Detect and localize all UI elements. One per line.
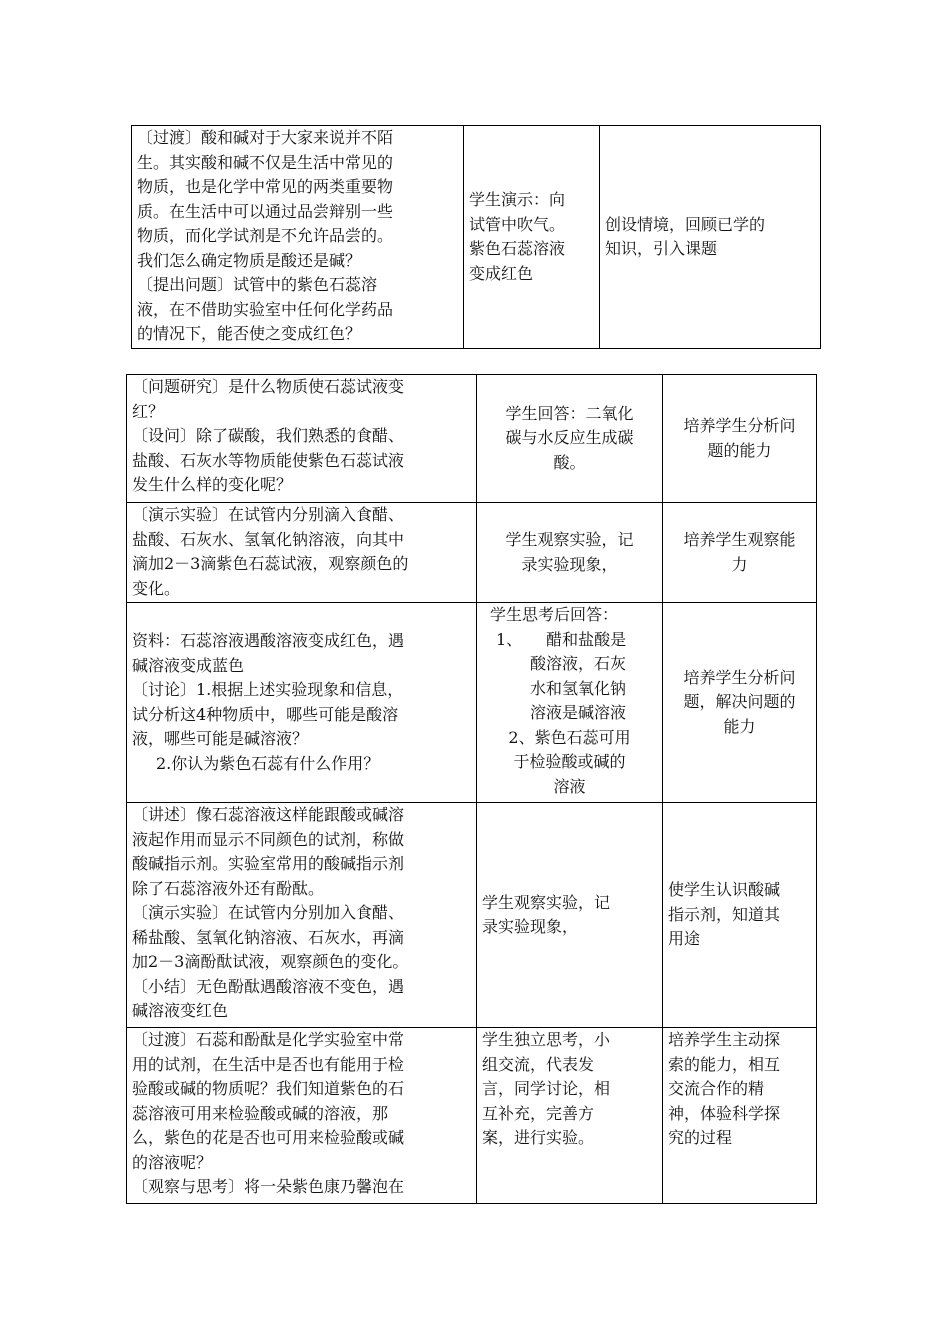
lesson-table-top: [131, 125, 821, 349]
student-activity-cell: [464, 126, 600, 349]
text-line: 稀盐酸、氢氧化钠溶液、石灰水，再滴: [132, 927, 405, 947]
text-line: 〔讲述〕像石蕊溶液这样能跟酸或碱溶: [132, 805, 405, 824]
text-line: 物质，而化学试剂是不允许品尝的。: [137, 226, 394, 245]
text-line: 么，紫色的花是否也可用来检验酸或碱: [132, 1128, 405, 1147]
text-line: 用的试剂，在生活中是否也有能用于检: [132, 1054, 405, 1074]
text-line: 学生演示：向: [469, 190, 566, 209]
answer-1-line: 酸溶液，石灰: [530, 654, 627, 673]
student-activity-cell: [477, 603, 663, 803]
text-line: 题，解决问题的: [683, 692, 796, 712]
student-activity-cell: [477, 375, 663, 503]
design-intent-cell: [663, 503, 817, 603]
text-line: 试管中吹气。: [469, 214, 566, 234]
design-intent-cell: [663, 1028, 817, 1204]
answer-2-line: 2、紫色石蕊可用: [508, 727, 631, 747]
text-line: 〔演示实验〕在试管内分别加入食醋、: [132, 903, 405, 922]
text-line: 互补充，完善方: [482, 1103, 595, 1123]
text-line: 〔小结〕无色酚酞遇酸溶液不变色，遇: [132, 976, 405, 996]
text-line: 质。在生活中可以通过品尝辩别一些: [137, 201, 394, 221]
text-line: 创设情境，回顾已学的: [605, 214, 766, 234]
text-line: 〔问题研究〕是什么物质使石蕊试液变: [132, 377, 405, 396]
text-line: 学生观察实验，记: [505, 530, 634, 549]
text-line: 盐酸、石灰水、氢氧化钠溶液，向其中: [132, 529, 405, 549]
text-line: 培养学生分析问: [683, 667, 796, 687]
text-line: 能力: [723, 716, 756, 736]
design-intent-cell: [663, 803, 817, 1028]
text-line: 指示剂，知道其: [668, 904, 781, 924]
text-line: 物质，也是化学中常见的两类重要物: [137, 177, 394, 196]
text-line: 培养学生分析问: [683, 416, 796, 435]
text-line: 力: [731, 554, 748, 574]
student-activity-cell: [477, 803, 663, 1028]
text-line: 案，进行实验。: [482, 1128, 595, 1147]
text-line: 液，哪些可能是碱溶液？: [132, 729, 309, 748]
text-line: 题的能力: [707, 440, 772, 460]
text-line: 培养学生观察能: [683, 530, 796, 549]
answer-1-line: 水和氢氧化钠: [530, 678, 627, 698]
text-line: 2.你认为紫色石蕊有什么作用？: [156, 753, 380, 773]
text-line: 用途: [668, 929, 701, 949]
text-line: 言，同学讨论，相: [482, 1079, 611, 1098]
teaching-content-cell: [132, 126, 464, 349]
text-line: 录实验现象，: [482, 917, 579, 936]
text-line: 变成红色: [469, 263, 534, 283]
text-line: 培养学生主动探: [668, 1030, 781, 1049]
design-intent-cell: [600, 126, 821, 349]
text-line: 学生思考后回答：: [490, 605, 619, 624]
text-line: 生。其实酸和碱不仅是生活中常见的: [137, 152, 394, 172]
text-line: 的溶液呢？: [132, 1152, 213, 1172]
answer-1-line: 1、 醋和盐酸是: [496, 629, 627, 649]
text-line: 滴加2－3滴紫色石蕊试液，观察颜色的: [132, 554, 409, 573]
text-line: 使学生认识酸碱: [668, 880, 781, 900]
table-row: [132, 126, 821, 349]
text-line: 录实验现象，: [521, 554, 618, 574]
text-line: 〔提出问题〕试管中的紫色石蕊溶: [137, 275, 378, 294]
text-line: 学生回答：二氧化: [505, 403, 634, 423]
teaching-content-cell: [127, 375, 477, 503]
text-line: 的情况下，能否使之变成红色？: [137, 324, 362, 343]
text-line: 我们怎么确定物质是酸还是碱？: [137, 250, 362, 270]
teaching-content-cell: [127, 803, 477, 1028]
text-line: 〔过渡〕石蕊和酚酞是化学实验室中常: [132, 1030, 405, 1049]
text-line: 神，体验科学探: [668, 1103, 781, 1123]
text-line: 碱溶液变成蓝色: [132, 655, 245, 675]
text-line: 组交流，代表发: [482, 1054, 595, 1074]
text-line: 液起作用而显示不同颜色的试剂，称做: [132, 829, 405, 849]
text-line: 〔过渡〕酸和碱对于大家来说并不陌: [137, 128, 394, 147]
answer-2-line: 溶液: [553, 776, 586, 796]
answer-2-line: 于检验酸或碱的: [513, 752, 626, 771]
text-line: 〔演示实验〕在试管内分别滴入食醋、: [132, 505, 405, 524]
teaching-content-cell: [127, 1028, 477, 1204]
lesson-table-main: [126, 374, 817, 1204]
table-row: [127, 375, 817, 503]
text-line: 〔观察与思考〕将一朵紫色康乃馨泡在: [132, 1177, 405, 1196]
text-line: 液，在不借助实验室中任何化学药品: [137, 299, 394, 319]
text-line: 试分析这4种物质中，哪些可能是酸溶: [132, 704, 399, 724]
teaching-content-cell: [127, 603, 477, 803]
table-row: [127, 1028, 817, 1204]
text-line: 交流合作的精: [668, 1079, 765, 1098]
text-line: 究的过程: [668, 1128, 733, 1147]
text-line: 酸。: [553, 452, 586, 472]
text-line: 碱溶液变红色: [132, 1001, 229, 1020]
text-line: 知识，引入课题: [605, 239, 718, 258]
answer-1-line: 溶液是碱溶液: [530, 703, 627, 722]
text-line: 索的能力，相互: [668, 1054, 781, 1074]
table-row: [127, 503, 817, 603]
text-line: 学生独立思考，小: [482, 1030, 611, 1049]
text-line: 红？: [132, 401, 165, 421]
teaching-content-cell: [127, 503, 477, 603]
design-intent-cell: [663, 375, 817, 503]
table-row: [127, 603, 817, 803]
text-line: 验酸或碱的物质呢？我们知道紫色的石: [132, 1079, 405, 1098]
text-line: 变化。: [132, 578, 181, 598]
text-line: 资料：石蕊溶液遇酸溶液变成红色，遇: [132, 631, 405, 650]
student-activity-cell: [477, 503, 663, 603]
table-row: [127, 803, 817, 1028]
text-line: 蕊溶液可用来检验酸或碱的溶液，那: [132, 1103, 389, 1123]
text-line: 盐酸、石灰水等物质能使紫色石蕊试液: [132, 450, 405, 470]
text-line: 加2－3滴酚酞试液，观察颜色的变化。: [132, 952, 409, 971]
text-line: 发生什么样的变化呢？: [132, 475, 293, 494]
text-line: 紫色石蕊溶液: [469, 239, 566, 258]
text-line: 酸碱指示剂。实验室常用的酸碱指示剂: [132, 854, 405, 873]
text-line: 学生观察实验，记: [482, 892, 611, 912]
design-intent-cell: [663, 603, 817, 803]
student-activity-cell: [477, 1028, 663, 1204]
text-line: 除了石蕊溶液外还有酚酞。: [132, 878, 325, 898]
text-line: 〔设问〕除了碳酸，我们熟悉的食醋、: [132, 426, 405, 445]
text-line: 〔讨论〕1.根据上述实验现象和信息，: [132, 680, 404, 699]
text-line: 碳与水反应生成碳: [505, 428, 634, 448]
